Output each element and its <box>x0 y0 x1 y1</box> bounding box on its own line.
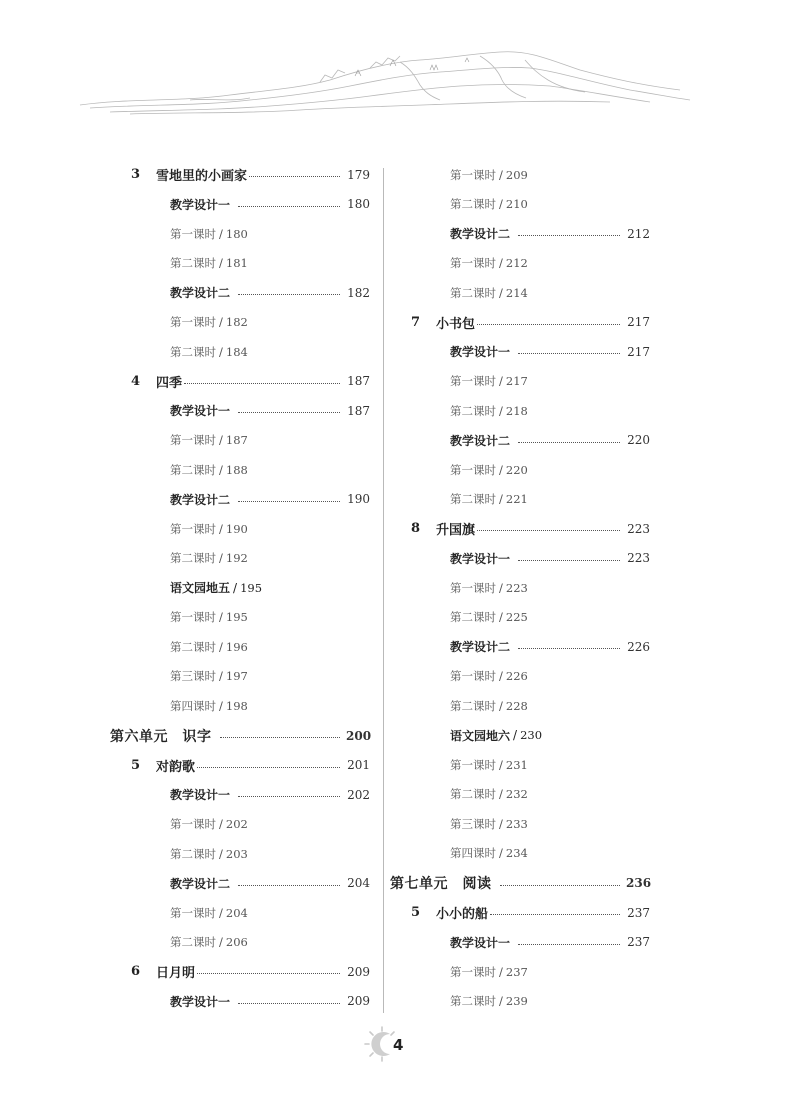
page-separator: / <box>233 580 238 595</box>
toc-page-number: 182 <box>347 285 370 300</box>
toc-page-number: 204 <box>225 905 248 920</box>
toc-page-number: 198 <box>225 698 248 713</box>
page-separator: / <box>219 521 223 536</box>
toc-entry-title: 第七单元 阅读 <box>390 876 492 892</box>
toc-entry-title: 教学设计二 <box>170 286 231 301</box>
toc-entry-title: 教学设计一 <box>450 345 511 360</box>
toc-page-number: 218 <box>505 403 528 418</box>
toc-entry-title: 第一课时 <box>170 226 216 241</box>
toc-right-column <box>390 160 650 1016</box>
toc-entry-lesson <box>390 308 650 338</box>
toc-entry-title: 教学设计一 <box>170 788 231 803</box>
dot-leader <box>500 885 621 886</box>
toc-page-number: 212 <box>505 256 528 271</box>
toc-entry-title: 小小的船 <box>436 907 489 923</box>
toc-entry-session <box>390 691 650 721</box>
toc-entry-title: 第二课时 <box>450 197 496 212</box>
toc-entry-title: 教学设计二 <box>450 640 511 655</box>
dot-leader <box>197 767 340 768</box>
toc-entry-title: 第二课时 <box>170 935 216 950</box>
toc-page-number: 237 <box>627 935 650 950</box>
column-divider <box>383 168 384 1013</box>
toc-page-number: 190 <box>347 492 370 507</box>
dot-leader <box>220 737 341 738</box>
page-separator: / <box>219 846 223 861</box>
lesson-number: 8 <box>410 521 420 537</box>
page-separator: / <box>219 551 223 566</box>
toc-entry-design <box>110 278 370 308</box>
toc-page-number: 197 <box>225 669 248 684</box>
toc-entry-session <box>110 455 370 485</box>
dot-leader <box>238 412 340 413</box>
toc-entry-session <box>110 603 370 633</box>
toc-entry-title: 第一课时 <box>170 817 216 832</box>
toc-entry-title: 教学设计一 <box>450 935 511 950</box>
toc-entry-design <box>390 632 650 662</box>
toc-page-number: 225 <box>505 610 528 625</box>
toc-page-number: 217 <box>627 344 650 359</box>
toc-page-number: 220 <box>627 433 650 448</box>
toc-page-number: 188 <box>225 462 248 477</box>
toc-entry-design <box>110 485 370 515</box>
toc-page-number: 202 <box>225 817 248 832</box>
toc-entry-title: 第一课时 <box>450 580 496 595</box>
toc-page-number: 237 <box>627 905 650 920</box>
toc-entry-session <box>390 485 650 515</box>
toc-page-number: 184 <box>225 344 248 359</box>
toc-left-column <box>110 160 370 1016</box>
lesson-number: 6 <box>130 964 140 980</box>
page-separator: / <box>219 669 223 684</box>
toc-page-number: 196 <box>225 639 248 654</box>
toc-entry-session <box>390 809 650 839</box>
toc-entry-title: 教学设计一 <box>170 197 231 212</box>
page-separator: / <box>219 639 223 654</box>
toc-page-number: 223 <box>627 521 650 536</box>
dot-leader <box>238 1003 340 1004</box>
toc-page-number: 212 <box>627 226 650 241</box>
toc-entry-session <box>390 249 650 279</box>
toc-entry-title: 第二课时 <box>450 492 496 507</box>
toc-page-number: 195 <box>225 610 248 625</box>
toc-entry-title: 第一课时 <box>170 610 216 625</box>
toc-entry-session <box>110 810 370 840</box>
toc-entry-title: 第二课时 <box>450 994 496 1009</box>
toc-entry-session <box>390 987 650 1017</box>
toc-page-number: 192 <box>225 551 248 566</box>
lesson-number: 3 <box>130 167 140 183</box>
toc-entry-session <box>110 426 370 456</box>
toc-entry-title: 教学设计二 <box>450 433 511 448</box>
toc-entry-title: 第一课时 <box>170 905 216 920</box>
toc-page-number: 237 <box>505 964 528 979</box>
toc-page-number: 187 <box>347 374 370 389</box>
toc-entry-title: 第四课时 <box>450 846 496 861</box>
dot-leader <box>249 176 340 177</box>
toc-entry-title: 第二课时 <box>170 462 216 477</box>
toc-page-number: 209 <box>505 167 528 182</box>
toc-entry-design <box>390 544 650 574</box>
dot-leader <box>518 353 620 354</box>
toc-entry-title: 第一课时 <box>450 167 496 182</box>
dot-leader <box>238 501 340 502</box>
dot-leader <box>477 324 620 325</box>
toc-entry-title: 第一课时 <box>170 315 216 330</box>
toc-entry-title: 第三课时 <box>450 816 496 831</box>
toc-page-number: 221 <box>505 492 528 507</box>
toc-entry-unit <box>110 721 370 751</box>
toc-page-number: 217 <box>627 315 650 330</box>
toc-entry-title: 第四课时 <box>170 698 216 713</box>
page-separator: / <box>219 315 223 330</box>
toc-entry-session <box>390 367 650 397</box>
toc-page-number: 226 <box>627 639 650 654</box>
toc-page-number: 231 <box>505 757 528 772</box>
toc-entry-title: 雪地里的小画家 <box>156 169 248 185</box>
toc-entry-design <box>390 928 650 958</box>
toc-entry-unit <box>390 868 650 898</box>
page-separator: / <box>219 344 223 359</box>
toc-page-number: 206 <box>225 935 248 950</box>
dot-leader <box>238 796 340 797</box>
toc-entry-title: 语文园地六 <box>450 728 511 743</box>
toc-page-number: 236 <box>626 876 652 890</box>
page-separator: / <box>499 374 503 389</box>
toc-entry-title: 日月明 <box>156 966 196 982</box>
toc-entry-title: 语文园地五 <box>170 581 231 596</box>
toc-entry-title: 第一课时 <box>450 374 496 389</box>
toc-page-number: 214 <box>505 285 528 300</box>
toc-page-number: 180 <box>225 226 248 241</box>
page-separator: / <box>219 935 223 950</box>
toc-page-number: 220 <box>505 462 528 477</box>
page-separator: / <box>499 964 503 979</box>
toc-entry-session <box>390 750 650 780</box>
toc-entry-session <box>390 573 650 603</box>
toc-entry-title: 第二课时 <box>170 344 216 359</box>
toc-page-number: 200 <box>346 728 372 743</box>
toc-page-number: 230 <box>520 728 543 743</box>
toc-entry-title: 教学设计二 <box>170 492 231 507</box>
toc-entry-session <box>110 249 370 279</box>
toc-entry-session <box>390 190 650 220</box>
page-separator: / <box>513 728 518 743</box>
toc-page-number: 209 <box>347 964 370 979</box>
page-separator: / <box>219 256 223 271</box>
toc-entry-title: 第六单元 识字 <box>110 728 212 745</box>
toc-entry-session <box>390 780 650 810</box>
page-separator: / <box>499 846 503 861</box>
toc-entry-session <box>110 928 370 958</box>
toc-entry-garden <box>390 721 650 751</box>
dot-leader <box>518 235 620 236</box>
page-separator: / <box>499 403 503 418</box>
toc-entry-title: 第二课时 <box>170 846 216 861</box>
page-separator: / <box>219 817 223 832</box>
toc-entry-title: 第二课时 <box>170 639 216 654</box>
page-separator: / <box>219 610 223 625</box>
toc-page-number: 228 <box>505 698 528 713</box>
dot-leader <box>238 294 340 295</box>
dot-leader <box>184 383 340 384</box>
dot-leader <box>518 560 620 561</box>
lesson-number: 5 <box>410 905 420 921</box>
page-separator: / <box>499 757 503 772</box>
toc-entry-session <box>110 662 370 692</box>
toc-entry-session <box>390 396 650 426</box>
toc-page-number: 233 <box>505 816 528 831</box>
toc-entry-title: 第二课时 <box>170 551 216 566</box>
page-separator: / <box>219 698 223 713</box>
toc-entry-title: 第二课时 <box>170 256 216 271</box>
toc-entry-session <box>110 632 370 662</box>
toc-page-number: 226 <box>505 669 528 684</box>
page-separator: / <box>499 669 503 684</box>
toc-entry-garden <box>110 573 370 603</box>
page-number: 4 <box>393 1036 404 1054</box>
page-separator: / <box>499 167 503 182</box>
toc-entry-title: 第三课时 <box>170 669 216 684</box>
toc-entry-session <box>390 455 650 485</box>
toc-entry-title: 小书包 <box>436 316 476 332</box>
toc-entry-session <box>110 308 370 338</box>
toc-entry-design <box>110 869 370 899</box>
toc-entry-title: 第二课时 <box>450 787 496 802</box>
toc-entry-title: 升国旗 <box>436 523 476 539</box>
lesson-number: 5 <box>130 757 140 773</box>
toc-entry-title: 第二课时 <box>450 403 496 418</box>
toc-page-number: 210 <box>505 197 528 212</box>
toc-page-number: 202 <box>347 787 370 802</box>
toc-entry-session <box>110 898 370 928</box>
page-separator: / <box>499 994 503 1009</box>
page-separator: / <box>219 905 223 920</box>
toc-entry-title: 第一课时 <box>450 757 496 772</box>
toc-page-number: 234 <box>505 846 528 861</box>
toc-entry-session <box>390 662 650 692</box>
toc-entry-session <box>390 839 650 869</box>
dot-leader <box>238 885 340 886</box>
page-separator: / <box>499 462 503 477</box>
toc-page-number: 187 <box>225 433 248 448</box>
toc-page-number: 180 <box>347 197 370 212</box>
lesson-number: 4 <box>130 373 140 389</box>
toc-entry-session <box>390 278 650 308</box>
toc-entry-session <box>390 957 650 987</box>
page-separator: / <box>499 816 503 831</box>
toc-entry-title: 第一课时 <box>450 964 496 979</box>
toc-entry-design <box>390 337 650 367</box>
toc-page-number: 201 <box>347 758 370 773</box>
toc-page-number: 182 <box>225 315 248 330</box>
toc-entry-title: 第二课时 <box>450 285 496 300</box>
page-separator: / <box>499 197 503 212</box>
lesson-number: 7 <box>410 314 420 330</box>
toc-entry-title: 第一课时 <box>450 669 496 684</box>
dot-leader <box>518 648 620 649</box>
toc-page-number: 217 <box>505 374 528 389</box>
toc-entry-design <box>110 190 370 220</box>
toc-entry-lesson <box>110 751 370 781</box>
page-separator: / <box>219 462 223 477</box>
page-separator: / <box>499 256 503 271</box>
toc-entry-title: 第一课时 <box>170 433 216 448</box>
toc-page-number: 232 <box>505 787 528 802</box>
toc-entry-design <box>390 219 650 249</box>
toc-entry-title: 第二课时 <box>450 610 496 625</box>
toc-entry-session <box>110 544 370 574</box>
toc-entry-title: 第一课时 <box>170 521 216 536</box>
dot-leader <box>518 442 620 443</box>
toc-entry-design <box>110 987 370 1017</box>
toc-entry-session <box>110 514 370 544</box>
toc-entry-title: 教学设计一 <box>170 994 231 1009</box>
toc-page-number: 181 <box>225 256 248 271</box>
toc-entry-title: 教学设计二 <box>450 227 511 242</box>
toc-page-number: 204 <box>347 876 370 891</box>
dot-leader <box>197 973 340 974</box>
toc-entry-lesson <box>110 367 370 397</box>
dot-leader <box>490 914 620 915</box>
toc-page-number: 195 <box>240 580 263 595</box>
toc-page-number: 223 <box>627 551 650 566</box>
toc-entry-session <box>390 160 650 190</box>
toc-entry-title: 四季 <box>156 375 183 391</box>
toc-entry-title: 教学设计一 <box>170 404 231 419</box>
toc-entry-session <box>110 691 370 721</box>
page-separator: / <box>219 226 223 241</box>
toc-entry-session <box>390 603 650 633</box>
dot-leader <box>477 530 620 531</box>
page-separator: / <box>499 492 503 507</box>
page-separator: / <box>499 787 503 802</box>
toc-page-number: 187 <box>347 403 370 418</box>
page-separator: / <box>499 610 503 625</box>
mountain-landscape-sketch <box>70 40 700 140</box>
page-separator: / <box>219 433 223 448</box>
dot-leader <box>518 944 620 945</box>
dot-leader <box>238 206 340 207</box>
page-separator: / <box>499 285 503 300</box>
toc-entry-title: 对韵歌 <box>156 759 196 775</box>
toc-entry-title: 第一课时 <box>450 462 496 477</box>
toc-page-number: 203 <box>225 846 248 861</box>
toc-entry-design <box>110 780 370 810</box>
toc-entry-lesson <box>390 898 650 928</box>
toc-page-number: 239 <box>505 994 528 1009</box>
toc-entry-title: 教学设计二 <box>170 876 231 891</box>
toc-page-number: 223 <box>505 580 528 595</box>
page-separator: / <box>499 580 503 595</box>
toc-page-number: 190 <box>225 521 248 536</box>
toc-entry-design <box>390 426 650 456</box>
toc-entry-lesson <box>110 957 370 987</box>
toc-page-number: 209 <box>347 994 370 1009</box>
toc-entry-title: 教学设计一 <box>450 551 511 566</box>
toc-entry-title: 第二课时 <box>450 698 496 713</box>
toc-entry-session <box>110 839 370 869</box>
toc-page-number: 179 <box>347 167 370 182</box>
page-separator: / <box>499 698 503 713</box>
toc-entry-lesson <box>390 514 650 544</box>
toc-entry-session <box>110 337 370 367</box>
toc-entry-lesson <box>110 160 370 190</box>
toc-entry-title: 第一课时 <box>450 256 496 271</box>
toc-entry-session <box>110 219 370 249</box>
toc-entry-design <box>110 396 370 426</box>
